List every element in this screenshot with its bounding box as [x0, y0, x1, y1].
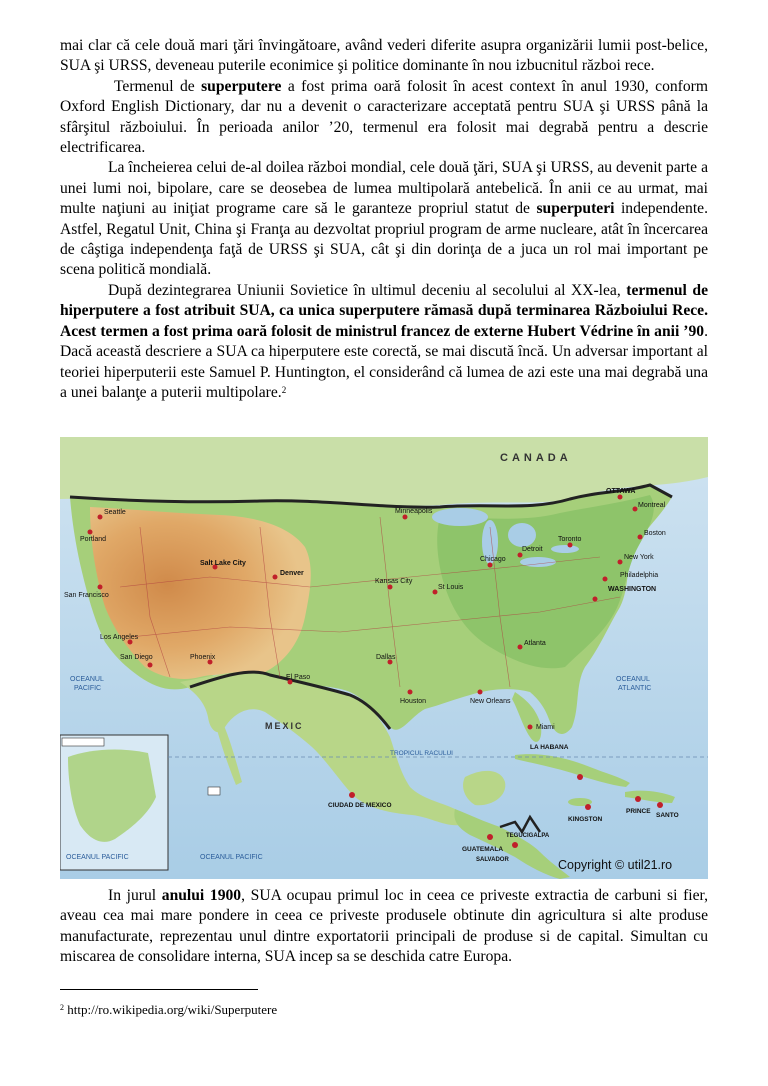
footnote-number: 2: [60, 1003, 64, 1012]
paragraph-3: La încheierea celui de-al doilea război mondial, cele două ţări, SUA şi URSS, au devenit parte a unei lumi noi, bipolare, care se deosebea de lumea multipolară antebelică. În anii ce au urmat, mai multe naţiuni au iniţiat programe care să le garanteze propriul statut de superputeri independente. Astfel, Regatul Unit, China şi Franţa au dezvoltat propriul program de arme nucleare, atât în încercarea de câştiga independenţa faţă de URSS şi SUA, cât şi din dorinţa de a juca un rol mai important pe scena politică mondială.: [60, 159, 708, 279]
label-houston: Houston: [400, 698, 427, 705]
label-ocean-atlantic: OCEANUL: [616, 676, 650, 683]
label-ocean-pacific-alaska: OCEANUL PACIFIC: [66, 854, 129, 861]
hiperputere-statement: termenul de hiperputere a fost atribuit SUA, ca unica superputere rămasă după terminarea Războiului Rece. Acest termen a fost prima oară folosit de ministrul francez de externe Hubert Védrine în anii ’90: [60, 281, 708, 340]
label-phoenix: Phoenix: [190, 654, 216, 661]
lake-huron: [508, 523, 536, 547]
label-port-au-prince: PRINCE: [626, 808, 651, 815]
label-salvador: SALVADOR: [476, 857, 509, 863]
year-1900: anului 1900: [161, 887, 242, 904]
label-ottawa: OTTAWA: [606, 488, 636, 495]
label-los-angeles: Los Angeles: [100, 634, 139, 641]
label-boston: Boston: [644, 530, 666, 537]
map-copyright: Copyright © util21.ro: [558, 858, 673, 872]
label-denver: Denver: [280, 570, 304, 577]
label-dallas: Dallas: [376, 654, 396, 661]
label-kingston: KINGSTON: [568, 816, 603, 823]
label-ocean-pacific-south: OCEANUL PACIFIC: [200, 854, 263, 861]
label-salt-lake: Salt Lake City: [200, 560, 246, 567]
label-washington: WASHINGTON: [608, 586, 657, 593]
term-superputere: superputere: [201, 77, 282, 95]
label-canada: CANADA: [500, 452, 572, 464]
alaska-scale-box: [62, 738, 104, 746]
label-philadelphia: Philadelphia: [620, 572, 659, 579]
label-atlanta: Atlanta: [524, 640, 546, 647]
label-new-orleans: New Orleans: [470, 698, 511, 705]
footnote: [60, 1002, 277, 1018]
label-toronto: Toronto: [558, 536, 582, 543]
footnote-url[interactable]: http://ro.wikipedia.org/wiki/Superputere: [67, 1002, 278, 1017]
footnote-ref[interactable]: 2: [281, 384, 287, 395]
label-chicago: Chicago: [480, 556, 506, 563]
label-seattle: Seattle: [104, 509, 126, 516]
label-el-paso: El Paso: [286, 674, 311, 681]
text-bottom: [60, 886, 708, 968]
label-santo-domingo: SANTO: [656, 812, 679, 819]
label-portland: Portland: [80, 536, 107, 543]
paragraph-5: In jurul anului 1900, SUA ocupau primul loc in ceea ce priveste extractia de carbuni si fier, aveau cea mai mare pondere in ceea ce priveste produsele obtinute din agricultura si alte produse manufacturate, reprezentau unul dintre exportatorii principali de produse si de capital. Simultan cu miscarea de consolidare interna, SUA incep sa se deschida catre Europa.: [60, 887, 708, 966]
label-kansas-city: Kansas City: [375, 578, 413, 585]
label-mexic: MEXIC: [265, 721, 304, 731]
label-guatemala: GUATEMALA: [462, 846, 504, 853]
label-tegucigalpa: TEGUCIGALPA: [506, 833, 550, 839]
label-pacific: PACIFIC: [74, 685, 102, 692]
label-minneapolis: Minneapolis: [395, 508, 433, 515]
label-miami: Miami: [536, 724, 555, 731]
label-st-louis: St Louis: [438, 584, 464, 591]
label-tropic: TROPICUL RACULUI: [390, 750, 453, 757]
paragraph-4: După dezintegrarea Uniunii Sovietice în ultimul deceniu al secolului al XX-lea, termenul de hiperputere a fost atribuit SUA, ca unica superputere rămasă după terminarea Războiului Rece. Acest termen a fost prima oară folosit de ministrul francez de externe Hubert Védrine în anii ’90. Dacă această descriere a SUA ca hiperputere este corectă, se mai discută încă. Un adversar important al teoriei hiperputerii este Samuel P. Huntington, el considerând că lumea de azi este una mai degrabă una a unei balanţe a puterii multipolare.$^2$: [60, 281, 708, 401]
label-san-diego: San Diego: [120, 654, 153, 661]
label-ocean-pacific: OCEANUL: [70, 676, 104, 683]
paragraph-2: Termenul de superputere a fost prima oară folosit în acest context în anul 1930, conform Oxford English Dictionary, dar nu a devenit o caracterizare acceptată pentru SUA şi URSS până la sfârşitul războiului. În perioada anilor ’20, termenul era folosit mai degrabă pentru a descrie electrificarea.: [60, 77, 708, 157]
label-mexico-city: CIUDAD DE MEXICO: [328, 802, 392, 809]
paragraph-1: mai clar că cele două mari ţări învingătoare, având vederi diferite asupra organizării lumii post-belice, SUA şi URSS, deveneau puterile econimice şi politice dominante în nou izbucnitul război rece.: [60, 37, 708, 75]
text-top: [60, 36, 708, 403]
footnote-separator: [60, 989, 258, 990]
lake-superior: [432, 508, 488, 526]
north-america-map: [60, 437, 708, 879]
term-superputeri: superputeri: [536, 200, 615, 218]
label-detroit: Detroit: [522, 546, 543, 553]
lake-ontario: [551, 545, 579, 553]
label-atlantic: ATLANTIC: [618, 685, 652, 692]
label-san-francisco: San Francisco: [64, 592, 109, 599]
label-new-york: New York: [624, 554, 654, 561]
hawaii-box: [208, 787, 220, 795]
label-montreal: Montreal: [638, 502, 666, 509]
label-la-habana: LA HABANA: [530, 744, 569, 751]
